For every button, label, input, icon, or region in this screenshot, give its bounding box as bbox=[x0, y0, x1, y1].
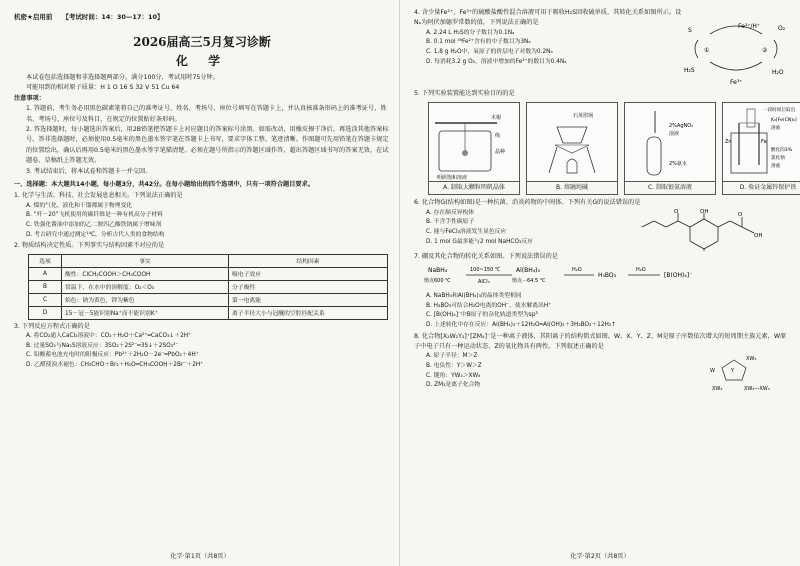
q6-oh2-label: OH bbox=[754, 232, 763, 239]
q5d-nacl-label: 氯化钠 bbox=[771, 156, 785, 162]
exam-title: 2026届高三5月复习诊断 bbox=[133, 35, 271, 49]
q6-option-d: D. 1 mol G最多能与2 mol NaHCO₃反应 bbox=[426, 238, 533, 245]
apparatus-testtube-icon bbox=[625, 103, 715, 181]
q4-label-fe2: Fe²⁺/H⁺ bbox=[738, 23, 761, 30]
q4-option-b: B. 0.1 mol ⁵⁶Fe²⁺含有的中子数目为3Nₐ bbox=[426, 39, 531, 46]
q5d-sol2-label: 溶液 bbox=[771, 164, 781, 170]
q7-albh4-mp: 熔点－64.5 ℃ bbox=[512, 278, 546, 285]
q5a-thread-label: 线 bbox=[495, 133, 501, 140]
q6-structure-diagram bbox=[634, 209, 784, 251]
q5a-stick-label: 木棍 bbox=[491, 115, 502, 122]
q1-option-c: C. 铁强化酱油中添加的乙二胺四乙酸铁钠属于增味剂 bbox=[26, 222, 162, 229]
section-1-heading: 一、选择题：本大题共14小题，每小题3分，共42分。在每小题给出的四个选项中，只有一项符合题目要求。 bbox=[14, 181, 314, 189]
table-cell: 第一电离能 bbox=[229, 293, 388, 306]
q5-option-d: D. 验证金属锌保护铁 bbox=[722, 182, 800, 195]
q4-label-fe3: Fe³⁺ bbox=[730, 79, 743, 86]
q4-option-c: C. 1.8 g H₂O中，氧原子的价层电子对数为0.2Nₐ bbox=[426, 49, 553, 55]
q5-option-b: B. 熔融纯碱 bbox=[526, 182, 618, 195]
q8-w-label: W bbox=[710, 368, 715, 375]
q6-o2-label: O bbox=[738, 211, 743, 218]
note-3: 3. 考试结束后，将本试卷和答题卡一并交回。 bbox=[26, 167, 152, 175]
apparatus-crucible-icon bbox=[527, 103, 617, 181]
q5c-agno3-label: 2%AgNO₃ bbox=[669, 123, 694, 130]
q7-nabh4: NaBH₄ bbox=[428, 267, 448, 275]
q7-alcl3: AlCl₃ bbox=[478, 279, 490, 286]
table-row bbox=[29, 267, 388, 280]
intro-line-2: 可能用到的相对原子质量：H 1 O 16 S 32 V 51 Cu 64 bbox=[26, 84, 180, 92]
q8-chain-label: XW₂—XW₃ bbox=[744, 386, 770, 393]
q4-option-d: D. 每消耗3.2 g O₂，溶液中增加的Fe³⁺的数目为0.4Nₐ bbox=[426, 58, 567, 65]
table-cell: A bbox=[29, 267, 62, 280]
footer-right: 化学·第2页（共8页） bbox=[570, 553, 630, 560]
table-cell: 酸性：ClCH₂COOH＞CH₃COOH bbox=[62, 267, 229, 280]
q5-box-a bbox=[428, 102, 520, 195]
notes-title: 注意事项： bbox=[14, 94, 45, 102]
q7-option-b: B. H₃BO₃可结合H₂O电离的OH⁻，使水解离出H⁺ bbox=[426, 302, 552, 309]
table-cell: 焰色：钠为黄色，钾为紫色 bbox=[62, 293, 229, 306]
q6-option-c: C. 能与FeCl₃溶液发生显色反应 bbox=[426, 229, 507, 235]
q4-label-1: ① bbox=[704, 47, 710, 54]
q6-option-b: B. 不含手性碳原子 bbox=[426, 219, 475, 226]
q8-option-a: A. 原子半径：M＞Z bbox=[426, 353, 478, 360]
q8-structure-diagram bbox=[684, 352, 784, 392]
q4-label-h2s: H₂S bbox=[684, 67, 695, 74]
page-right bbox=[400, 0, 800, 566]
q5-apparatus-row bbox=[428, 102, 797, 195]
q3-stem: 3. 下列反应方程式正确的是 bbox=[14, 322, 90, 330]
q4-label-h2o: H₂O bbox=[772, 69, 784, 76]
apparatus-corrosion-icon bbox=[723, 103, 800, 181]
q5d-reagent-label: K₃[Fe(CN)₆] bbox=[771, 118, 797, 124]
q6-stem: 6. 化合物G(结构如图)是一种抗菌、消炎药物的中间体。下列有关G的说法错误的是 bbox=[414, 199, 641, 207]
q2-stem: 2. 物质结构决定性质。下列事实与结构因素不对应的是 bbox=[14, 242, 165, 250]
exam-subject: 化 学 bbox=[175, 54, 229, 68]
footer-left: 化学·第1页（共8页） bbox=[170, 553, 230, 560]
q5-option-a: A. 制取大颗粒明矾晶体 bbox=[428, 182, 520, 195]
q8-option-b: B. 电负性：Y＞W＞Z bbox=[426, 363, 482, 369]
q8-y-label: Y bbox=[731, 368, 735, 375]
secret-label: 机密★启用前 bbox=[14, 13, 53, 21]
table-cell: 离子半径大小与冠醚的空腔匹配关系 bbox=[229, 306, 388, 319]
q8-xw2-label: XW₂ bbox=[712, 386, 723, 393]
q7-option-c: C. [B(OH)₄]⁻中B原子的杂化轨道类型为sp³ bbox=[426, 312, 538, 319]
table-row bbox=[29, 280, 388, 293]
apparatus-crystal-icon bbox=[429, 103, 519, 181]
q7-stem: 7. 硼及其化合物的转化关系如图。下列说法错误的是 bbox=[414, 252, 558, 260]
table-cell: C bbox=[29, 293, 62, 306]
q5d-solution-label: 溶液 bbox=[771, 126, 781, 132]
q8-stem: 8. 化合物[X₂W₂Y₂]⁺[ZM₄]⁻是一种离子液体，其阳离子的结构简式如图。W、X、Y、Z、M是原子序数依次增大的短周期主族元素，W原子中电子只有一种运动状态，Z的氧化物具有两性。下列叙述正确的是 bbox=[414, 332, 787, 350]
q7-cond3: H₂O bbox=[636, 267, 646, 274]
table-cell: 分子极性 bbox=[229, 280, 388, 293]
q4-label-s: S bbox=[688, 27, 692, 34]
q5a-seed-label: 晶种 bbox=[495, 149, 506, 156]
q5d-zn-label: Zn bbox=[725, 139, 732, 146]
q7-cond1: 100~150 ℃ bbox=[470, 267, 501, 274]
q7-h3bo3: H₃BO₃ bbox=[598, 272, 617, 280]
table-cell: 15－冠－5能识别Na⁺而不能识别K⁺ bbox=[62, 306, 229, 319]
q4-label-o2: O₂ bbox=[778, 25, 786, 32]
q5a-solution-label: 明矾饱和溶液 bbox=[437, 175, 468, 182]
q5-box-b bbox=[526, 102, 618, 195]
q3-option-c: C. 铅酸蓄电池充电时的阳极反应：Pb²⁺＋2H₂O－2e⁻═PbO₂＋4H⁺ bbox=[26, 352, 199, 359]
q1-option-b: B. “歼－20”飞机使用的碳纤维是一种有机高分子材料 bbox=[26, 212, 163, 219]
q8-option-c: C. 键角：YW₃＞XW₄ bbox=[426, 372, 481, 379]
table-row bbox=[29, 293, 388, 306]
q5d-fe-label: Fe bbox=[761, 139, 767, 146]
q4-option-a: A. 2.24 L H₂S的分子数目为0.1Nₐ bbox=[426, 29, 515, 36]
q6-oh-label: OH bbox=[700, 208, 709, 215]
table-cell: B bbox=[29, 280, 62, 293]
table-cell: 吸电子效应 bbox=[229, 267, 388, 280]
q4-cycle-diagram bbox=[682, 8, 790, 88]
q5-stem: 5. 下列实验装置能达到实验目的的是 bbox=[414, 90, 515, 97]
q7-nabh4-mp: 熔点600 ℃ bbox=[424, 278, 451, 285]
table-cell: 常温下，在水中的溶解度：O₂＜O₃ bbox=[62, 280, 229, 293]
q5-box-c bbox=[624, 102, 716, 195]
q2-header-fact: 事实 bbox=[62, 254, 229, 267]
note-2: 2. 答选择题时，每小题选出答案后，用2B铅笔把答题卡上对应题目的答案标号涂黑。如需改动，用橡皮擦干净后，再选涂其他答案标号。答非选择题时，必须使用0.5毫米的黑色墨水签字笔在答题卡上书写，要求字体工整、笔迹清晰。作图题可先用铅笔在答题卡规定的位置绘出，确认后再用0.5毫米的黑色墨水签字笔描清楚。必须在题号所指示的答题区域作答，超出答题区域书写的答案无效，在试题卷、草稿纸上答题无效。 bbox=[26, 126, 389, 165]
q1-option-d: D. 考古研究中通过测定¹⁴C，分析古代人类的食物结构 bbox=[26, 231, 165, 238]
q5-option-c: C. 制取银氨溶液 bbox=[624, 182, 716, 195]
q4-stem: 4. 含少量Fe²⁺、Fe³⁺的硫酸盐酸性混合溶液可用于吸收H₂S回收硫单质，其转化关系如图所示。设Nₐ为阿伏加德罗常数的值，下列说法正确的是 bbox=[414, 9, 682, 27]
q5d-note-label: 一段时间后取出 bbox=[763, 108, 796, 114]
q7-option-a: A. NaBH₄和Al(BH₄)₃的晶体类型相同 bbox=[426, 293, 522, 300]
q3-option-d: D. 乙醛使溴水褪色：CH₃CHO＋Br₂＋H₂O═CH₃COOH＋2Br⁻＋2H⁺ bbox=[26, 361, 204, 368]
q7-scheme bbox=[414, 262, 784, 288]
q6-option-a: A. 存在顺反异构体 bbox=[426, 209, 475, 216]
q5c-ammonia-label: 2%氨水 bbox=[669, 161, 687, 168]
q4-label-2: ② bbox=[762, 47, 768, 54]
intro-line-1: 本试卷包括选择题和非选择题两部分。满分100分，考试用时75分钟。 bbox=[26, 74, 219, 81]
q1-option-a: A. 煤的气化、液化和干馏都属于物理变化 bbox=[26, 202, 133, 209]
q5-box-d bbox=[722, 102, 800, 195]
q6-o-label: O bbox=[674, 208, 679, 215]
exam-header bbox=[14, 12, 390, 21]
q7-boh4: [B(OH)₄]⁻ bbox=[664, 272, 693, 280]
q7-option-d: D. 上述转化中存在反应：Al(BH₄)₃＋12H₂O═Al(OH)₃＋3H₃BO₃＋12H₂↑ bbox=[426, 322, 617, 328]
q2-header-option: 选项 bbox=[29, 254, 62, 267]
q8-xw3-label: XW₃ bbox=[746, 356, 757, 363]
table-cell: D bbox=[29, 306, 62, 319]
q2-table bbox=[28, 254, 388, 320]
q7-cond2: H₂O bbox=[572, 267, 582, 274]
q7-albh4: Al(BH₄)₃ bbox=[516, 267, 540, 275]
q5b-crucible-label: 石英坩埚 bbox=[573, 113, 594, 120]
q5c-solution-label: 溶液 bbox=[669, 131, 680, 138]
note-1: 1. 答题前，考生务必用黑色碳素笔将自己的准考证号、姓名、考场号、座位号填写在答题卡上，并认真核准条形码上的准考证号、姓名、考场号、座位号及科目，在规定的位置贴好条形码。 bbox=[26, 105, 387, 123]
q2-header-factor: 结构因素 bbox=[229, 254, 388, 267]
q5d-acid-label: 酸化的3% bbox=[771, 148, 793, 154]
q3-option-a: A. 将CO₂通入CaCl₂溶液中：CO₂＋H₂O＋Ca²⁺═CaCO₃↓＋2H⁺ bbox=[26, 333, 192, 340]
table-row bbox=[29, 306, 388, 319]
q8-option-d: D. ZM₃是离子化合物 bbox=[426, 382, 481, 389]
q3-option-b: B. 过量SO₂与Na₂S溶液反应：3SO₂＋2S²⁻═3S↓＋2SO₃²⁻ bbox=[26, 342, 179, 349]
exam-time: 【考试时间：14：30—17：10】 bbox=[62, 13, 164, 21]
q1-stem: 1. 化学与生活、科技、社会发展息息相关。下列说法正确的是 bbox=[14, 192, 183, 200]
